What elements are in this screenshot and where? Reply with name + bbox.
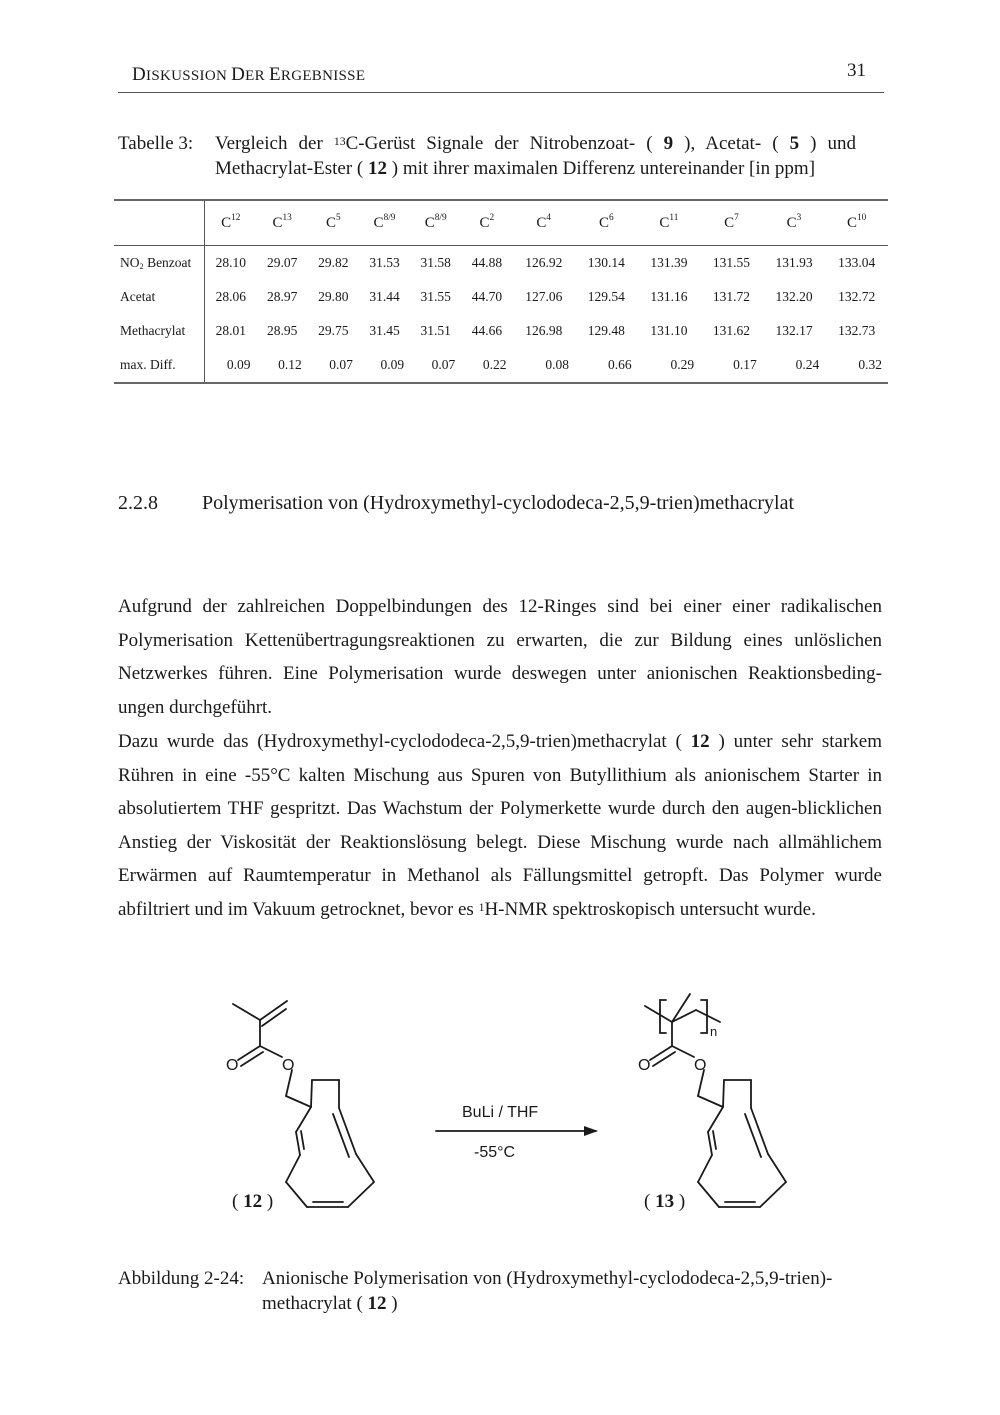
table-cell: 31.45	[369, 323, 400, 338]
table-cell: 0.22	[461, 348, 512, 383]
column-header: $C^4$	[512, 200, 575, 246]
section-title: Polymerisation von (Hydroxymethyl-cyclododeca-2,5,9-trien)methacrylat	[202, 492, 795, 514]
paragraph-text: Dazu wurde das (Hydroxymethyl-cyclododeca-2,5,9-trien)methacrylat	[118, 731, 676, 752]
table-cell: 44.66	[471, 323, 503, 338]
paragraph-text: unter sehr starkem Rühren in eine -55°C kalten Mischung aus Spuren von Butyllithium als anionischem Starter in absolutiertem THF gespritzt. Das Wachstum der Polymerkette wurde durch den augen-blicklichen Anstieg der Viskosität der Reaktionslösung belegt. Diese Mischung wurde nach allmählichem Erwärmen auf Raumtemperatur in Methanol als Fällungsmittel getropft. Das Polymer wurde abfiltriert und im Vakuum getrocknet, bevor es	[118, 731, 883, 920]
column-header: $C^2$	[461, 200, 512, 246]
table-cell: 28.01	[215, 323, 246, 338]
column-header: $C^3$	[763, 200, 826, 246]
arrow-head	[584, 1126, 598, 1136]
table-cell: 0.09	[205, 348, 257, 383]
body-paragraph: Dazu wurde das (Hydroxymethyl-cyclododeca-2,5,9-trien)methacrylat ( 12 ) unter sehr starkem Rühren in eine -55°C kalten Mischung aus Spuren von Butyllithium als anionischem Starter in absolutiertem THF gespritzt. Das Wachstum der Polymerkette wurde durch den augen-blicklichen Anstieg der Viskosität der Reaktionslösung belegt. Diese Mischung wurde nach allmählichem Erwärmen auf Raumtemperatur in Methanol als Fällungsmittel getropft. Das Polymer wurde abfiltriert und im Vakuum getrocknet, bevor es $^1$H-NMR spektroskopisch untersucht wurde.	[118, 731, 883, 920]
table-cell: 126.98	[525, 323, 563, 338]
table-cell: 132.17	[775, 323, 813, 338]
column-header: $C^{8/9}$	[359, 200, 410, 246]
table-cell: 44.88	[471, 255, 503, 270]
column-header: $C^5$	[308, 200, 359, 246]
row-label: NO2 Benzoat	[114, 246, 205, 281]
subscript-n: n	[710, 1024, 718, 1039]
table-cell: 132.20	[775, 289, 813, 304]
atom-label: O	[638, 1057, 651, 1074]
table-cell: 131.10	[650, 323, 688, 338]
figure-caption-label: Abbildung 2-24:	[118, 1268, 245, 1289]
table-cell: 29.07	[266, 255, 298, 270]
figure-caption-line: Anionische Polymerisation von (Hydroxymethyl-cyclododeca-2,5,9-trien)-	[262, 1268, 833, 1289]
table-cell: 28.97	[266, 289, 298, 304]
table-cell: 0.32	[825, 348, 888, 383]
compound-ref: ( 9 )	[646, 133, 691, 154]
condition-label: -55°C	[474, 1144, 516, 1161]
table-cell: 31.58	[420, 255, 451, 270]
superscript: 1	[478, 900, 485, 914]
section-number: 2.2.8	[118, 492, 158, 514]
table-cell: 0.07	[308, 348, 359, 383]
table-cell: 0.17	[700, 348, 763, 383]
table-cell: 126.92	[525, 255, 563, 270]
table-cell: 31.44	[369, 289, 400, 304]
column-header: $C^7$	[700, 200, 763, 246]
atom-label: O	[694, 1057, 707, 1074]
column-header: $C^{8/9}$	[410, 200, 461, 246]
row-label: Acetat	[114, 280, 205, 314]
table-cell: 0.29	[638, 348, 701, 383]
table-cell: 0.66	[575, 348, 638, 383]
compound-label-product: ( 13 )	[644, 1191, 686, 1212]
row-label: max. Diff.	[114, 348, 205, 383]
table-cell: 129.54	[587, 289, 625, 304]
table-cell: 131.93	[775, 255, 813, 270]
table-cell: 131.55	[712, 255, 750, 270]
table-cell: 29.75	[318, 323, 349, 338]
caption-text: C-Gerüst Signale der Nitrobenzoat-	[345, 133, 647, 154]
atom-label: O	[226, 1057, 239, 1074]
compound-ref: ( 5 )	[772, 133, 817, 154]
column-header: $C^{13}$	[257, 200, 308, 246]
caption-text: und Methacrylat-Ester	[215, 133, 857, 179]
table-cell: 31.53	[369, 255, 400, 270]
compound-label-start: ( 12 )	[232, 1191, 274, 1212]
table-cell: 28.06	[215, 289, 246, 304]
table-cell: 133.04	[838, 255, 876, 270]
compound-ref: 12	[690, 731, 710, 752]
table-cell: 132.72	[838, 289, 876, 304]
caption-text: mit ihrer maximalen Differenz untereinander [in ppm]	[398, 158, 816, 179]
compound-ref: ( 12 )	[356, 158, 399, 179]
table-caption-label: Tabelle 3:	[118, 133, 194, 154]
atom-label: O	[282, 1057, 295, 1074]
table-cell: 129.48	[587, 323, 625, 338]
column-header: $C^{11}$	[638, 200, 701, 246]
running-title: DISKUSSION DER ERGEBNISSE	[132, 64, 366, 85]
table-cell: 31.55	[420, 289, 451, 304]
table-cell: 44.70	[471, 289, 503, 304]
table-cell: 0.08	[512, 348, 575, 383]
page-number: 31	[847, 60, 866, 81]
column-header: $C^{10}$	[825, 200, 888, 246]
table-cell: 28.10	[215, 255, 246, 270]
body-paragraph: Aufgrund der zahlreichen Doppelbindungen des 12-Ringes sind bei einer einer radikalischen Polymerisation Kettenübertragungsreaktionen zu erwarten, die zur Bildung eines unlöslichen Netzwerkes führen. Eine Polymerisation wurde deswegen unter anionischen Reaktionsbeding-ungen durchgeführt.	[118, 596, 882, 718]
table-cell: 130.14	[587, 255, 625, 270]
column-header: $C^{12}$	[205, 200, 257, 246]
caption-text: , Acetat-	[690, 133, 773, 154]
column-header: $C^6$	[575, 200, 638, 246]
table-cell: 131.39	[650, 255, 688, 270]
table-cell: 28.95	[266, 323, 298, 338]
table-cell: 0.07	[410, 348, 461, 383]
table-cell: 0.24	[763, 348, 826, 383]
reagent-label: BuLi / THF	[462, 1104, 539, 1121]
figure-caption-line: methacrylat ( 12 )	[262, 1293, 398, 1314]
table-cell: 31.51	[420, 323, 451, 338]
caption-text: Vergleich der	[215, 133, 334, 154]
paragraph-text: H-NMR spektroskopisch untersucht wurde.	[484, 898, 816, 920]
table-cell: 127.06	[525, 289, 563, 304]
table-cell: 0.09	[359, 348, 410, 383]
table-cell: 131.16	[650, 289, 688, 304]
table-cell: 0.12	[257, 348, 308, 383]
table-cell: 29.80	[318, 289, 349, 304]
table-cell: 132.73	[838, 323, 876, 338]
row-label: Methacrylat	[114, 314, 205, 348]
monomer-structure	[233, 1001, 374, 1207]
table-cell: 131.72	[712, 289, 750, 304]
table-cell: 131.62	[712, 323, 750, 338]
caption-sup: 13	[333, 135, 346, 148]
table-cell: 29.82	[318, 255, 349, 270]
